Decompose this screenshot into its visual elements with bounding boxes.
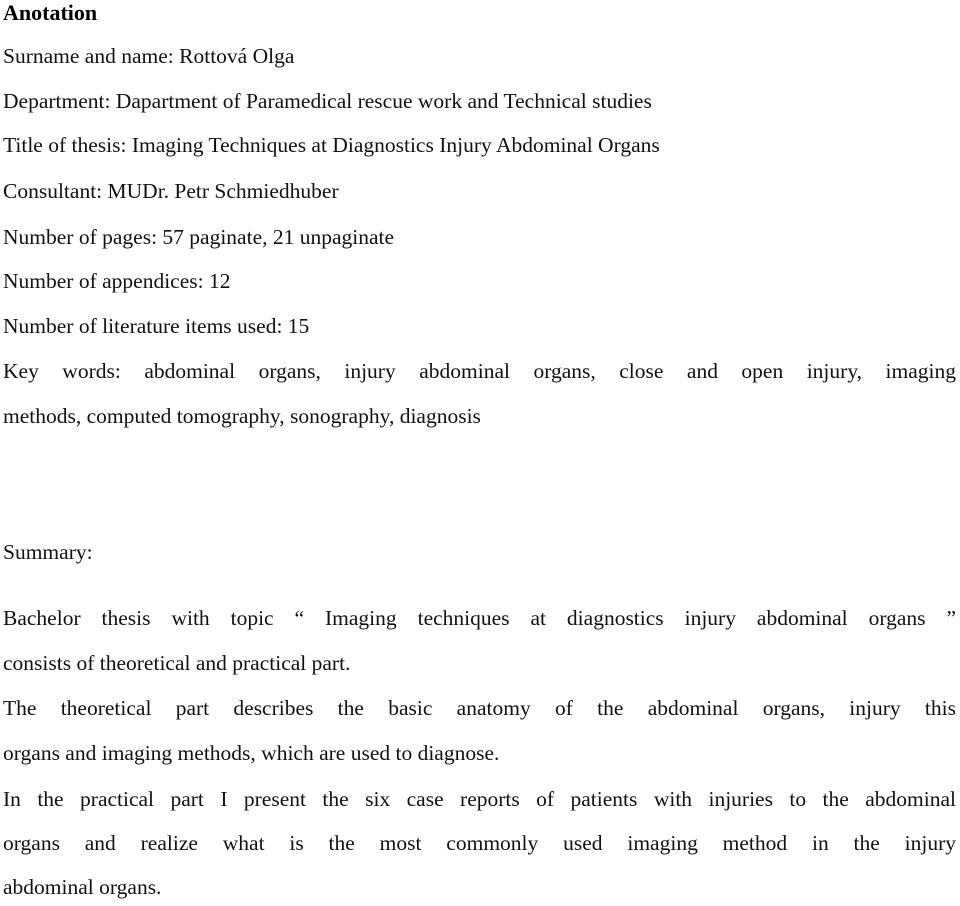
summary-p3-line-3: abdominal organs. bbox=[3, 875, 162, 899]
summary-p1-line-2: consists of theoretical and practical part. bbox=[3, 651, 351, 675]
pages-line: Number of pages: 57 paginate, 21 unpaginate bbox=[3, 225, 395, 249]
thesis-title-line: Title of thesis: Imaging Techniques at Diagnostics Injury Abdominal Organs bbox=[3, 133, 660, 157]
summary-p2-line-1: The theoretical part describes the basic anatomy of the abdominal organs, injury this bbox=[3, 696, 956, 720]
summary-p3-line-1: In the practical part I present the six case reports of patients with injuries to the abdominal bbox=[3, 787, 956, 811]
keywords-line-2: methods, computed tomography, sonography, diagnosis bbox=[3, 404, 481, 428]
keywords-line-1: Key words: abdominal organs, injury abdominal organs, close and open injury, imaging bbox=[3, 359, 956, 383]
summary-p1-line-1: Bachelor thesis with topic “ Imaging techniques at diagnostics injury abdominal organs ” bbox=[3, 606, 956, 630]
department-line: Department: Dapartment of Paramedical rescue work and Technical studies bbox=[3, 89, 652, 113]
consultant-line: Consultant: MUDr. Petr Schmiedhuber bbox=[3, 179, 339, 203]
literature-line: Number of literature items used: 15 bbox=[3, 314, 310, 338]
summary-p3-line-2: organs and realize what is the most commonly used imaging method in the injury bbox=[3, 831, 956, 855]
page-heading: Anotation bbox=[3, 0, 98, 25]
surname-line: Surname and name: Rottová Olga bbox=[3, 44, 295, 68]
summary-p2-line-2: organs and imaging methods, which are used to diagnose. bbox=[3, 741, 500, 765]
appendices-line: Number of appendices: 12 bbox=[3, 269, 231, 293]
summary-label: Summary: bbox=[3, 540, 93, 564]
